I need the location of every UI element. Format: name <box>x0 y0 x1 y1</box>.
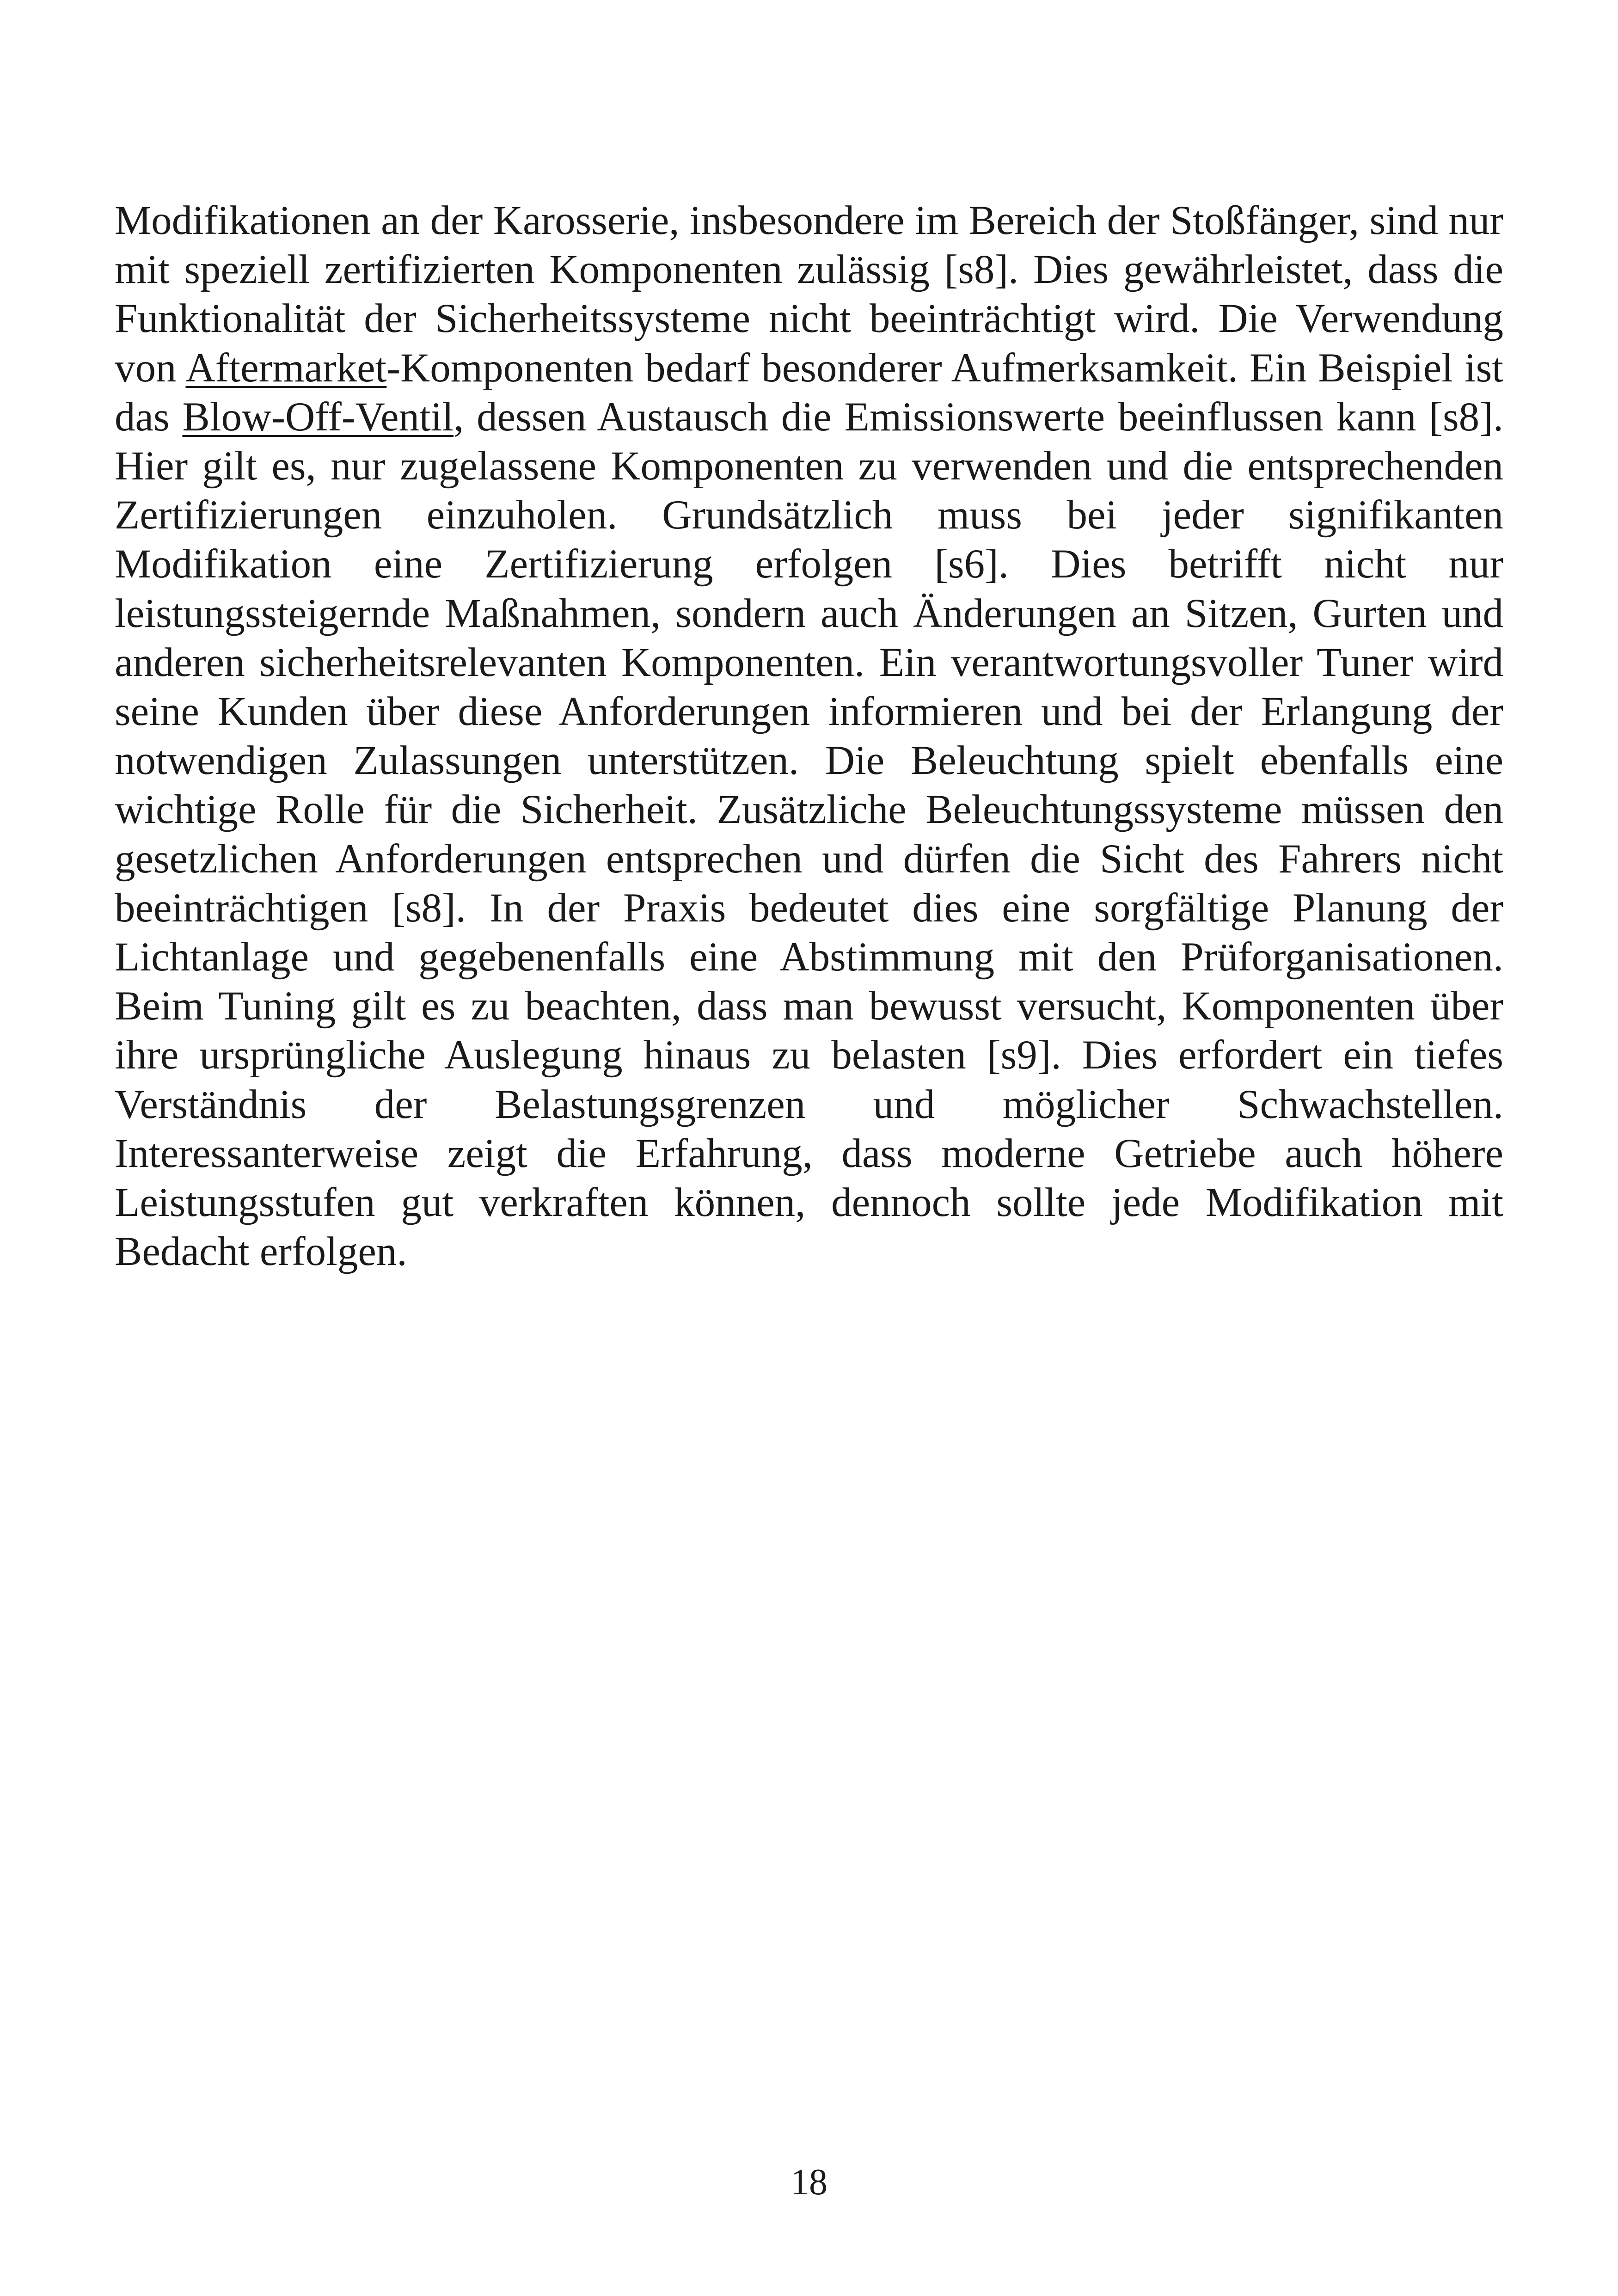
paragraph-text-part-2: -Komponenten bedarf besonderer Aufmerksamkeit. Ein Beispiel ist das <box>115 345 1504 440</box>
aftermarket-link[interactable]: Aftermarket <box>185 345 387 391</box>
blow-off-ventil-link[interactable]: Blow-Off-Ventil <box>182 394 454 440</box>
paragraph-text-part-1: Modifikationen an der Karosserie, insbesondere im Bereich der Stoßfänger, sind nur mit speziell zertifizierten Komponenten zulässig [s8]. Dies gewährleistet, dass die Funktionalität der Sicherheitssysteme nicht beeinträchtigt wird. Die Verwendung von <box>115 198 1503 391</box>
body-paragraph <box>115 196 1503 1276</box>
paragraph-text-part-3: , dessen Austausch die Emissionswerte beeinflussen kann [s8]. Hier gilt es, nur zugelassene Komponenten zu verwenden und die entsprechenden Zertifizierungen einzuholen. Grundsätzlich muss bei jeder signifikanten Modifikation eine Zertifizierung erfolgen [s6]. Dies betrifft nicht nur leistungssteigernde Maßnahmen, sondern auch Änderungen an Sitzen, Gurten und anderen sicherheitsrelevanten Komponenten. Ein verantwortungsvoller Tuner wird seine Kunden über diese Anforderungen informieren und bei der Erlangung der notwendigen Zulassungen unterstützen. Die Beleuchtung spielt ebenfalls eine wichtige Rolle für die Sicherheit. Zusätzliche Beleuchtungssysteme müssen den gesetzlichen Anforderungen entsprechen und dürfen die Sicht des Fahrers nicht beeinträchtigen [s8]. In der Praxis bedeutet dies eine sorgfältige Planung der Lichtanlage und gegebenenfalls eine Abstimmung mit den Prüforganisationen. Beim Tuning gilt es zu beachten, dass man bewusst versucht, Komponenten über ihre ursprüngliche Auslegung hinaus zu belasten [s9]. Dies erfordert ein tiefes Verständnis der Belastungsgrenzen und möglicher Schwachstellen. Interessanterweise zeigt die Erfahrung, dass moderne Getriebe auch höhere Leistungsstufen gut verkraften können, dennoch sollte jede Modifikation mit Bedacht erfolgen. <box>115 394 1504 1275</box>
page-number: 18 <box>791 2162 827 2203</box>
